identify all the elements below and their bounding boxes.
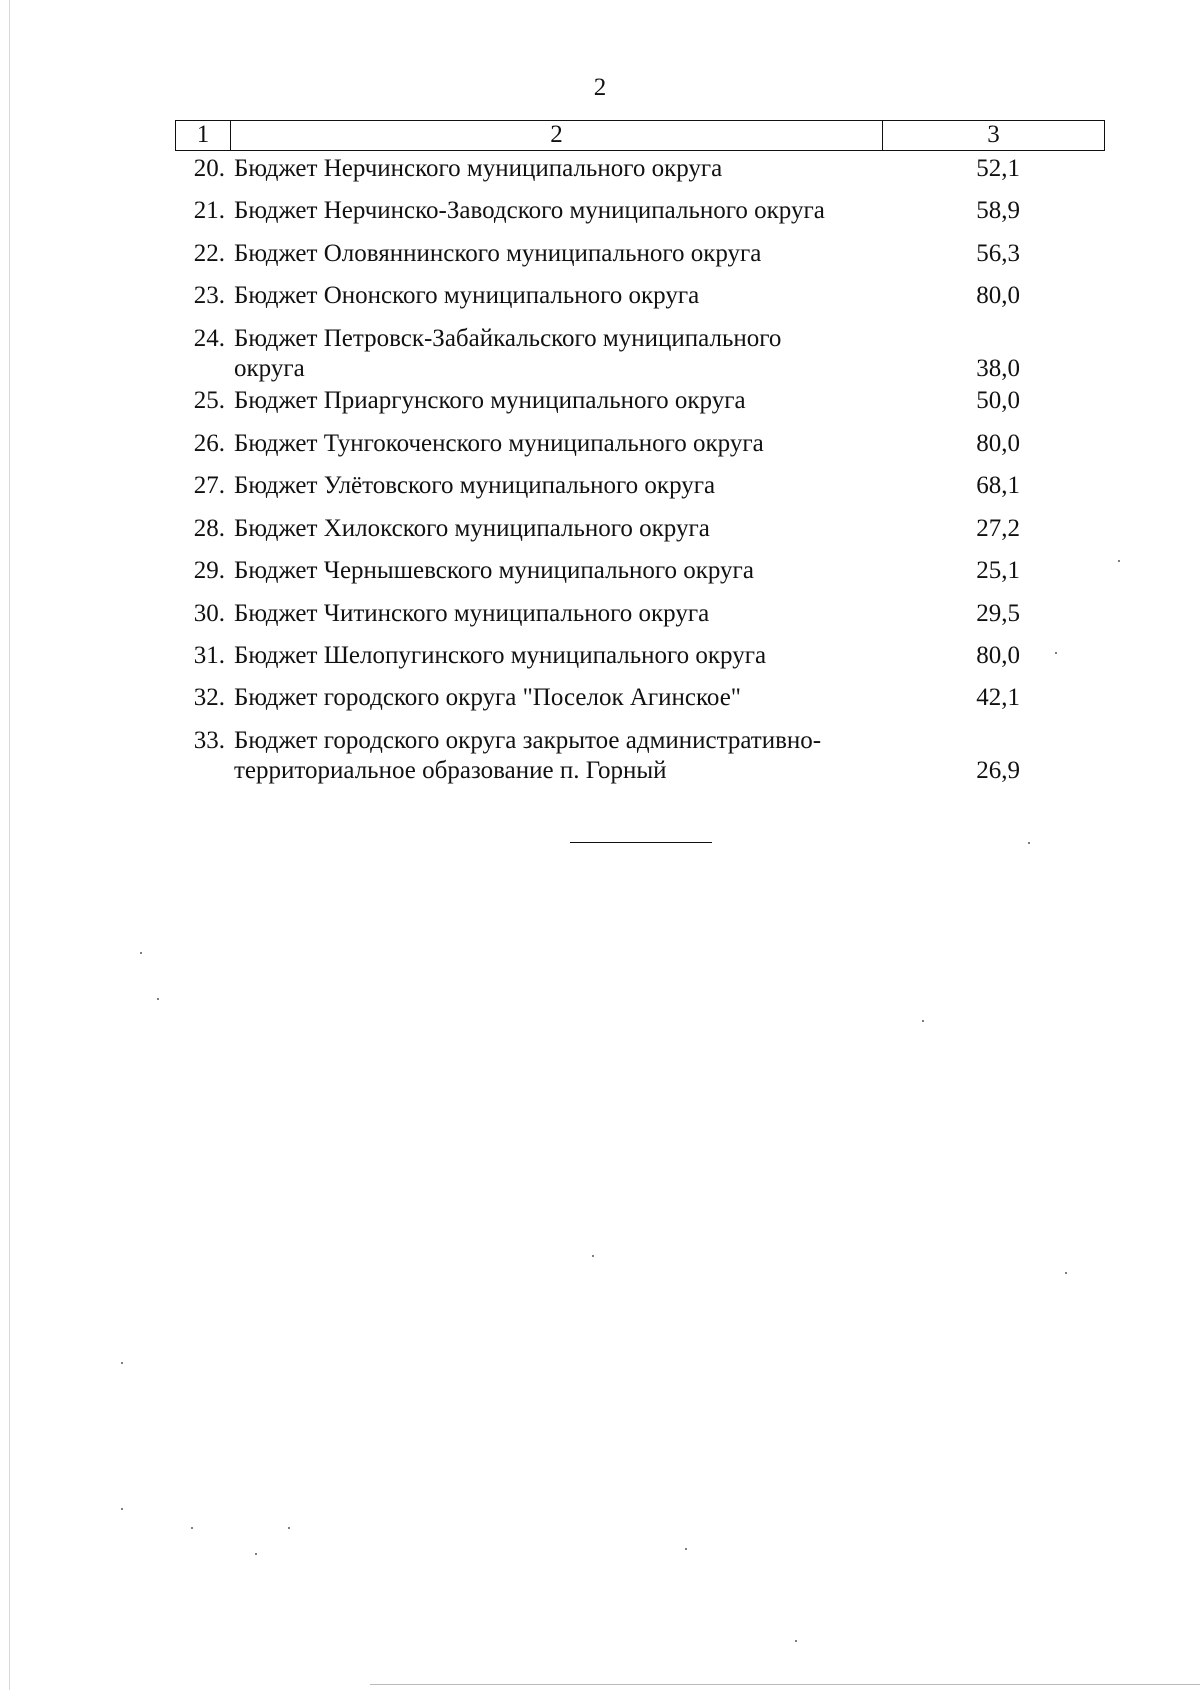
row-budget-name: Бюджет Нерчинского муниципального округа [234,155,723,182]
row-value: 80,0 [976,430,1020,457]
row-number: 29. [193,557,225,584]
scan-speck [191,1527,193,1529]
row-value: 38,0 [976,355,1020,382]
row-value: 80,0 [976,282,1020,309]
row-value: 56,3 [976,240,1020,267]
row-number: 25. [193,387,225,414]
scan-bottom-line [370,1684,1200,1685]
row-budget-name: Бюджет Оловяннинского муниципального округа [234,240,762,267]
row-number: 31. [193,642,225,669]
scan-speck [157,998,159,1000]
row-number: 30. [193,600,225,627]
row-number: 28. [193,515,225,542]
table-header-row [175,120,1105,151]
header-col-1: 1 [176,121,231,150]
scan-speck [121,1362,123,1364]
row-value: 80,0 [976,642,1020,669]
header-col-3: 3 [987,121,1000,148]
row-value: 25,1 [976,557,1020,584]
scan-speck [1118,560,1120,562]
row-number: 21. [193,197,225,224]
scan-edge-line [9,0,10,1690]
row-number: 27. [193,472,225,499]
row-value: 68,1 [976,472,1020,499]
row-budget-name: Бюджет Тунгокоченского муниципального округа [234,430,764,457]
row-budget-name: Бюджет Ононского муниципального округа [234,282,700,309]
row-budget-name: Бюджет Чернышевского муниципального округа [234,557,754,584]
row-value: 52,1 [976,155,1020,182]
row-value: 50,0 [976,387,1020,414]
scan-speck [922,1020,924,1022]
row-value: 29,5 [976,600,1020,627]
row-budget-name: Бюджет городского округа "Поселок Агинское" [234,684,741,711]
page-number: 2 [593,74,607,101]
row-number: 26. [193,430,225,457]
row-value: 27,2 [976,515,1020,542]
row-budget-name: Бюджет Петровск-Забайкальского муниципального округа [234,325,782,382]
scan-speck [121,1508,123,1510]
header-col-2: 2 [231,121,883,150]
scan-speck [288,1527,290,1529]
scan-speck [795,1640,797,1642]
row-budget-name: Бюджет Улётовского муниципального округа [234,472,716,499]
row-value: 26,9 [976,757,1020,784]
row-budget-name: Бюджет Шелопугинского муниципального округа [234,642,767,669]
scan-speck [140,952,142,954]
scan-speck [592,1255,594,1257]
row-number: 32. [193,684,225,711]
row-budget-name: Бюджет Читинского муниципального округа [234,600,710,627]
row-budget-name: Бюджет Приаргунского муниципального округа [234,387,746,414]
scan-speck [1028,842,1030,844]
row-value: 42,1 [976,684,1020,711]
end-of-table-rule [570,842,712,843]
scan-speck [255,1553,257,1555]
scan-speck [1055,652,1057,654]
row-number: 22. [193,240,225,267]
row-budget-name: Бюджет городского округа закрытое административно- территориальное образование п. Горный [234,727,822,784]
row-number: 20. [193,155,225,182]
scan-speck [1065,1272,1067,1274]
row-budget-name: Бюджет Хилокского муниципального округа [234,515,710,542]
row-number: 24. [193,325,225,352]
row-budget-name: Бюджет Нерчинско-Заводского муниципального округа [234,197,825,224]
row-value: 58,9 [976,197,1020,224]
scan-speck [685,1548,687,1550]
row-number: 23. [193,282,225,309]
row-number: 33. [193,727,225,754]
